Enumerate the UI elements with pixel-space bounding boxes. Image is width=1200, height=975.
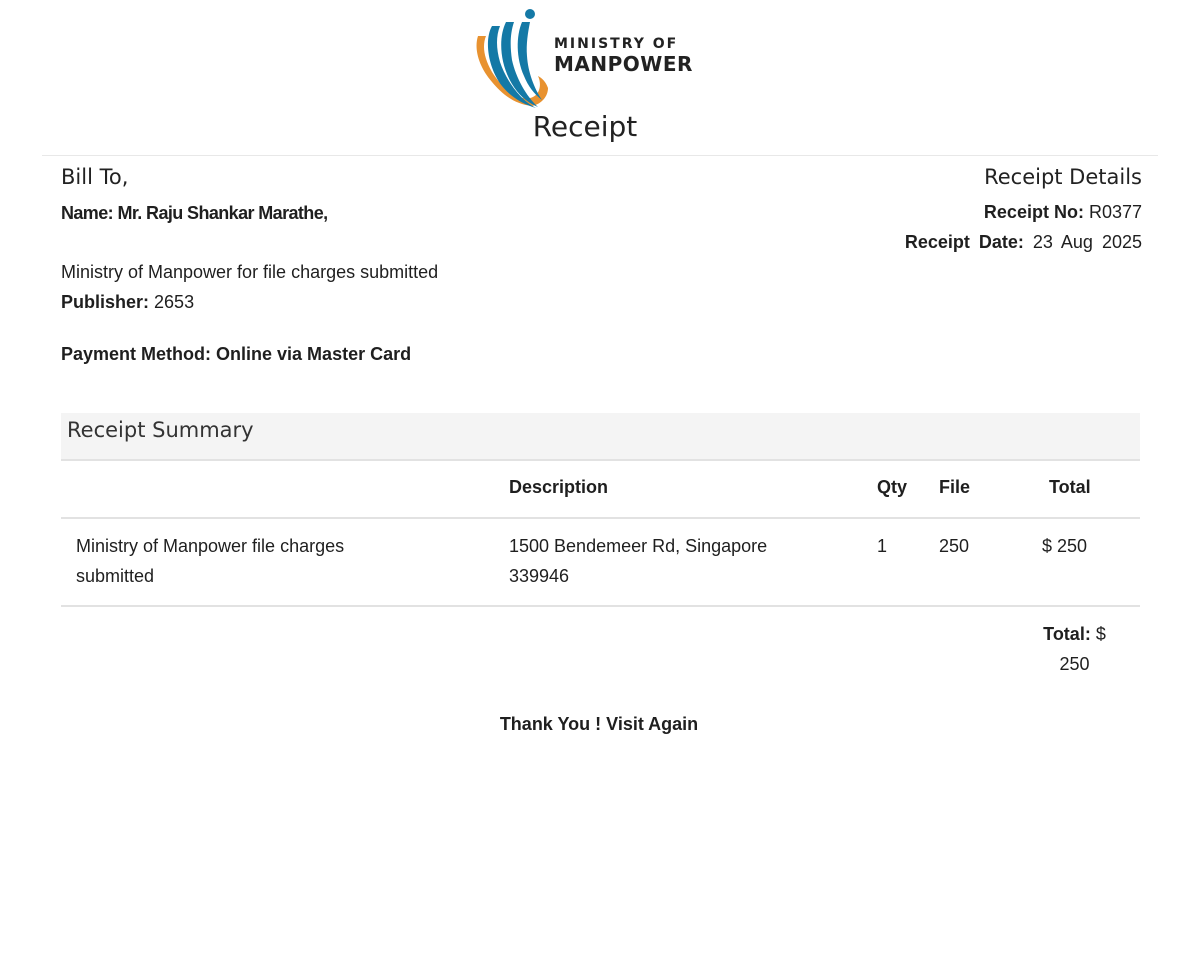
column-header-total: Total (1049, 477, 1091, 497)
logo-text-manpower: MANPOWER (554, 52, 693, 76)
receipt-date (905, 232, 1142, 253)
row-item: Ministry of Manpower file charges submitted (76, 536, 345, 586)
page-title: Receipt (532, 110, 638, 143)
receipt-number-label: Receipt No: (983, 202, 1084, 222)
name-value: Mr. Raju Shankar Marathe, (117, 203, 328, 223)
organization-line: Ministry of Manpower for file charges submitted (61, 262, 439, 282)
receipt-details-heading: Receipt Details (984, 165, 1142, 189)
payment-method-value: Online via Master Card (216, 344, 412, 364)
payment-method (61, 344, 411, 365)
publisher-label: Publisher: (61, 292, 150, 312)
grand-total (1032, 619, 1117, 679)
row-total: $ 250 (1042, 536, 1088, 556)
row-file: 250 (939, 536, 970, 556)
receipt-summary-header (61, 413, 1140, 461)
receipt-number (984, 202, 1142, 223)
table-row-divider (61, 605, 1140, 607)
column-header-qty: Qty (877, 477, 908, 497)
receipt-date-value: 23 Aug 2025 (1032, 232, 1142, 252)
ministry-emblem-icon (472, 8, 552, 110)
payment-method-label: Payment Method: (61, 344, 212, 364)
logo-text-ministry: MINISTRY OF (554, 36, 679, 52)
customer-name (61, 203, 328, 224)
row-description: 1500 Bendemeer Rd, Singapore 339946 (509, 536, 768, 586)
table-header-divider (61, 517, 1140, 519)
publisher (61, 292, 194, 313)
receipt-number-value: R0377 (1088, 202, 1142, 222)
table-row (61, 531, 1140, 606)
bill-to-heading: Bill To, (61, 165, 129, 189)
header-divider (42, 155, 1158, 156)
thank-you-message: Thank You ! Visit Again (499, 714, 699, 734)
grand-total-label: Total: (1043, 624, 1091, 644)
column-header-description: Description (509, 477, 609, 497)
receipt-date-label: Receipt Date: (904, 232, 1024, 252)
column-header-file: File (939, 477, 971, 497)
name-label: Name: (61, 203, 114, 223)
row-qty: 1 (877, 536, 888, 556)
ministry-logo (472, 8, 693, 110)
receipt-summary-heading: Receipt Summary (67, 418, 254, 442)
grand-total-value: $ 250 (1059, 624, 1106, 674)
publisher-value: 2653 (154, 292, 195, 312)
